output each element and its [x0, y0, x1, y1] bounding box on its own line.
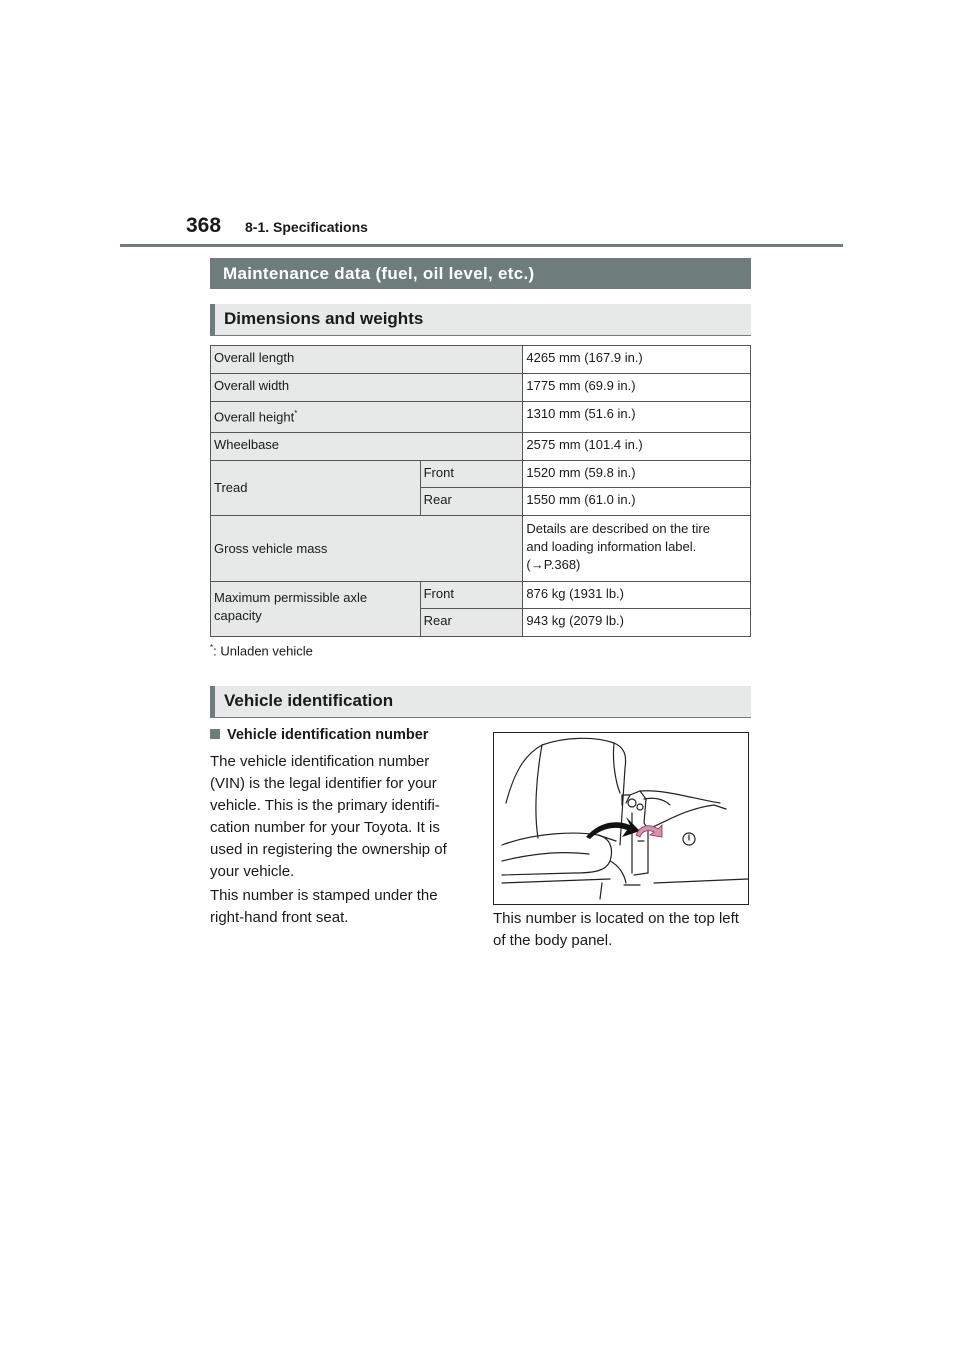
row-label-overall-width: Overall width	[211, 374, 523, 402]
row-value-overall-width: 1775 mm (69.9 in.)	[523, 374, 751, 402]
table-footnote	[210, 643, 313, 658]
tread-front-label: Front	[420, 461, 523, 488]
row-value-overall-height: 1310 mm (51.6 in.)	[523, 402, 751, 433]
specs-table	[210, 345, 751, 637]
row-label-axle-capacity: Maximum permissible axle capacity	[211, 582, 421, 637]
table-row	[211, 516, 751, 582]
page-reference-link[interactable]: (→P.368)	[526, 557, 581, 572]
gross-mass-line-1: Details are described on the tire	[526, 521, 710, 536]
gross-mass-line-2: and loading information label.	[526, 539, 697, 554]
footnote-asterisk: *	[210, 643, 214, 652]
row-value-gross-mass	[523, 516, 751, 582]
tread-rear-label: Rear	[420, 488, 523, 516]
main-heading: Maintenance data (fuel, oil level, etc.)	[210, 258, 751, 289]
tread-rear-value: 1550 mm (61.0 in.)	[523, 488, 751, 516]
row-label-overall-height	[211, 402, 523, 433]
overall-height-label: Overall height	[214, 409, 295, 425]
page-number: 368	[186, 214, 222, 237]
tread-front-value: 1520 mm (59.8 in.)	[523, 461, 751, 488]
row-label-gross-mass: Gross vehicle mass	[211, 516, 523, 582]
axle-rear-label: Rear	[420, 609, 523, 637]
table-row	[211, 461, 751, 488]
table-row	[211, 374, 751, 402]
footnote-marker: *	[294, 409, 298, 418]
axle-rear-value: 943 kg (2079 lb.)	[523, 609, 751, 637]
vin-description: The vehicle identification number (VIN) is the legal identifier for your vehicle. This is the primary identifi-cation number for your Toyota. It is used in registering the ownership of your vehicle.	[210, 753, 447, 880]
square-bullet-icon	[210, 729, 220, 739]
table-row	[211, 402, 751, 433]
vehicle-identification-heading: Vehicle identification	[210, 686, 751, 718]
vin-location-text: This number is stamped under the right-hand front seat.	[210, 887, 438, 926]
table-row	[211, 582, 751, 609]
dimensions-heading: Dimensions and weights	[210, 304, 751, 336]
axle-front-value: 876 kg (1931 lb.)	[523, 582, 751, 609]
footnote-text: : Unladen vehicle	[213, 643, 313, 659]
row-label-wheelbase: Wheelbase	[211, 433, 523, 461]
row-value-wheelbase: 2575 mm (101.4 in.)	[523, 433, 751, 461]
row-label-overall-length: Overall length	[211, 346, 523, 374]
vin-location-illustration	[493, 732, 749, 905]
section-label: 8-1. Specifications	[245, 219, 368, 235]
table-row	[211, 433, 751, 461]
illustration-caption: This number is located on the top left of the body panel.	[493, 910, 739, 949]
seat-body-panel-illustration	[494, 733, 748, 904]
axle-front-label: Front	[420, 582, 523, 609]
header-rule	[120, 244, 843, 247]
vin-subtitle	[210, 727, 428, 743]
table-row	[211, 346, 751, 374]
row-label-tread: Tread	[211, 461, 421, 516]
row-value-overall-length: 4265 mm (167.9 in.)	[523, 346, 751, 374]
vin-subtitle-text: Vehicle identification number	[227, 727, 429, 743]
